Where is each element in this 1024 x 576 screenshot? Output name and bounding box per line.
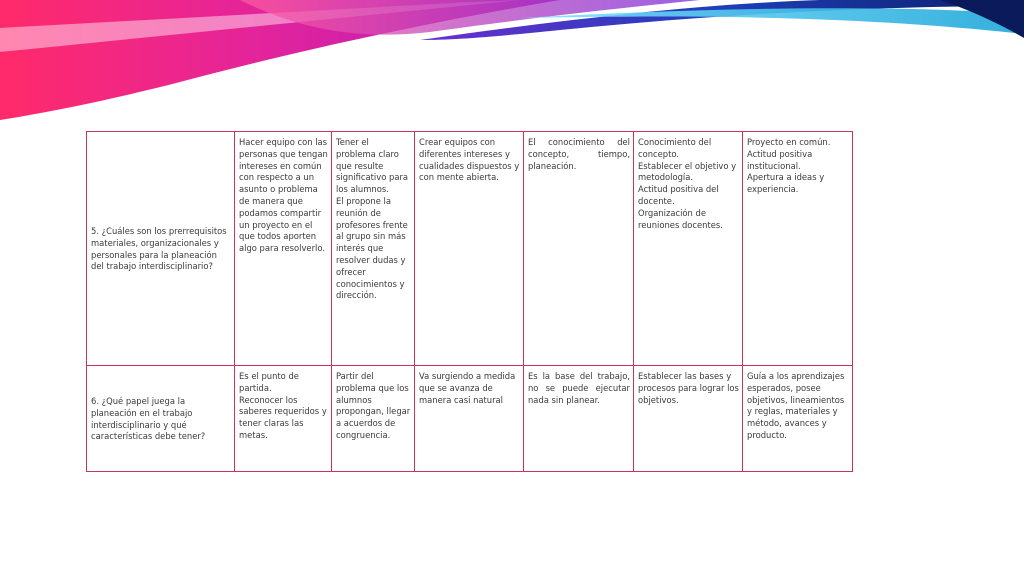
answer-cell (634, 366, 743, 472)
question-cell: 6. ¿Qué papel juega la planeación en el trabajo interdisciplinario y qué características debe tener? (87, 366, 235, 472)
answer-text: Apertura a ideas y experiencia. (747, 172, 825, 195)
answer-text: Conocimiento del concepto. (638, 137, 712, 159)
answer-text: Va surgiendo a medida que se avanza de manera casi natural (419, 371, 516, 405)
answer-text: Reconocer los saberes requeridos y tener claras las metas. (239, 394, 327, 440)
answer-cell (332, 132, 415, 366)
answer-text: Actitud positiva institucional. (747, 148, 813, 171)
answer-text: El conocimiento del concepto, tiempo, planeación. (528, 137, 630, 171)
answer-cell (634, 132, 743, 366)
answer-text: Establecer las bases y procesos para lograr los objetivos. (638, 371, 739, 405)
table-row (87, 366, 853, 472)
answer-text: Proyecto en común. (747, 137, 831, 147)
answer-text: Establecer el objetivo y metodología. (638, 160, 737, 183)
answer-cell (743, 366, 853, 472)
answer-text: Hacer equipo con las personas que tengan intereses en común con respecto a un asunto o problema de manera que podamos compartir un proyecto en el que todos aporten algo para resolverlo. (239, 137, 328, 254)
answer-text: Guía a los aprendizajes esperados, posee objetivos, lineamientos y reglas, materiales y método, avances y producto. (747, 371, 845, 440)
answer-cell (743, 132, 853, 366)
answer-text: Es la base del trabajo, no se puede ejecutar nada sin planear. (528, 371, 630, 405)
answer-cell (415, 366, 524, 472)
answer-cell (235, 366, 332, 472)
answer-cell (524, 132, 634, 366)
table-row (87, 132, 853, 366)
answer-text: Actitud positiva del docente. (638, 184, 719, 206)
answer-text: El propone la reunión de profesores frente al grupo sin más interés que resolver dudas y ofrecer conocimientos y dirección. (336, 195, 408, 301)
answer-cell (415, 132, 524, 366)
planning-table (86, 131, 853, 472)
answer-text: Es el punto de partida. (239, 371, 299, 393)
answer-cell (524, 366, 634, 472)
answer-cell (332, 366, 415, 472)
answer-text: Tener el problema claro que resulte significativo para los alumnos. (336, 137, 409, 195)
answer-text: Crear equipos con diferentes intereses y cualidades dispuestos y con mente abierta. (419, 137, 520, 183)
decorative-header-banner (0, 0, 1024, 130)
answer-text: Partir del problema que los alumnos propongan, llegar a acuerdos de congruencia. (336, 371, 411, 440)
question-cell: 5. ¿Cuáles son los prerrequisitos materiales, organizacionales y personales para la planeación del trabajo interdisciplinario? (87, 132, 235, 366)
answer-text: Organización de reuniones docentes. (638, 207, 723, 230)
answer-cell (235, 132, 332, 366)
